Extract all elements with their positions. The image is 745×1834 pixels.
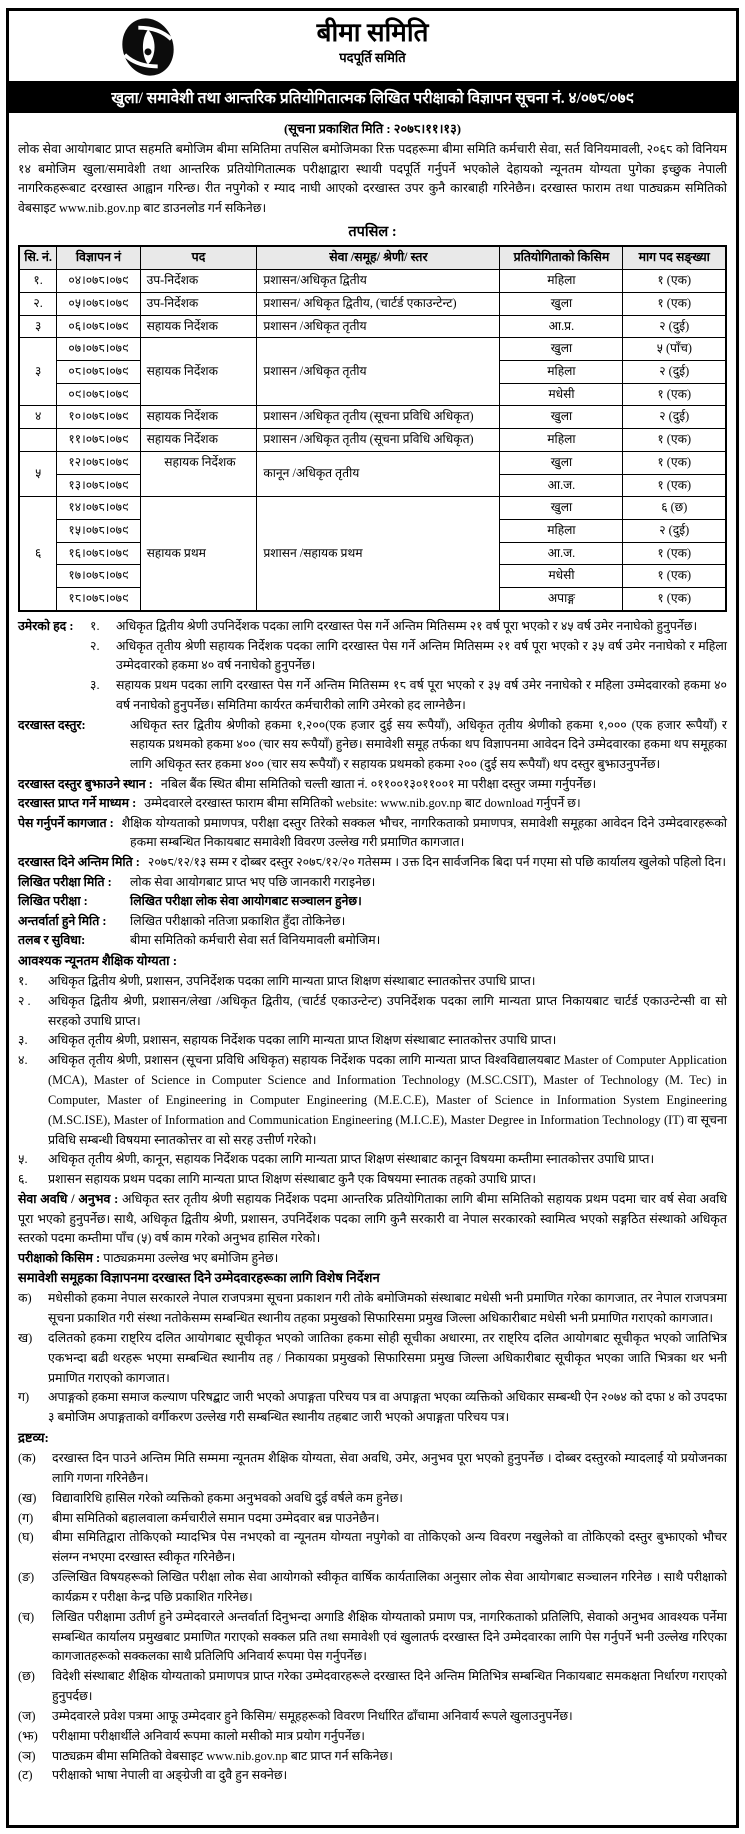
inclusive-item bbox=[18, 1329, 727, 1389]
cell-service: प्रशासन/अधिकृत द्वितीय bbox=[257, 270, 500, 293]
cell-type: मधेसी bbox=[500, 383, 623, 406]
service-experience-text: अधिकृत स्तर तृतीय श्रेणी सहायक निर्देशक पदमा आन्तरिक प्रतियोगिताका लागि बीमा समितिको सहायक प्रथम पदमा चार वर्ष सेवा अवधि पूरा भएको हुनुपर्नेछ। साथै, अधिकृत द्वितीय श्रेणी, प्रशासन, उपनिर्देशक पदका लागि कुनै सरकारी वा नेपाल सरकारको स्वामित्व भएको सङ्गठित संस्थाको अधिकृत स्तरको पदमा कम्तीमा पाँच (५) वर्ष काम गरेको अनुभव हासिल गरेको। bbox=[18, 1192, 727, 1246]
vacancy-table bbox=[18, 245, 727, 611]
notes-list bbox=[18, 1449, 727, 1786]
age-item-number: १. bbox=[90, 618, 100, 633]
table-header-row bbox=[19, 246, 726, 269]
fee-place-text: नबिल बैंक स्थित बीमा समितिको चल्ती खाता नं. ०११००१३०११००१ मा परीक्षा दस्तुर जम्मा गर्नुपर्नेछ। bbox=[160, 776, 597, 791]
cell-count: २ (दुई) bbox=[623, 361, 726, 384]
intro-paragraph: लोक सेवा आयोगबाट प्राप्त सहमति बमोजिम बीमा समितिमा तपसिल बमोजिमका रिक्त पदहरूमा बीमा समिति कर्मचारी सेवा, सर्त विनियमावली, २०६८ को विनियम १४ बमोजिम खुला/समावेशी तथा आन्तरिक प्रतियोगितात्मक परीक्षाद्वारा स्थायी पदपूर्ति गर्नुपर्ने भएकोले देहायको न्यूनतम योग्यता पुगेका इच्छुक नेपाली नागरिकहरूबाट दरखास्त आह्वान गरिन्छ। रीत नपुगेको र म्याद नाघी आएको दरखास्त उपर कुनै कारबाही गरिनेछैन। दरखास्त फाराम तथा पाठ्यक्रम समितिको वेबसाइट www.nib.gov.np बाट डाउनलोड गर्न सकिनेछ। bbox=[18, 142, 727, 215]
qualification-item bbox=[18, 972, 727, 992]
note-item bbox=[18, 1608, 727, 1668]
item-text: परीक्षामा परीक्षार्थीले अनिवार्य रूपमा कालो मसीको मात्र प्रयोग गर्नुपर्नेछ। bbox=[52, 1728, 365, 1743]
age-item bbox=[90, 617, 727, 637]
cell-count: १ (एक) bbox=[623, 429, 726, 452]
item-text: अधिकृत द्वितीय श्रेणी, प्रशासन, उपनिर्देशक पदका लागि मान्यता प्राप्त शिक्षण संस्थाबाट स्नातकोत्तर उपाधि प्राप्त। bbox=[48, 973, 536, 988]
cell-adv: ०६।०७८।०७९ bbox=[57, 315, 140, 338]
item-number: (छ) bbox=[18, 1669, 35, 1684]
age-item bbox=[90, 676, 727, 716]
form-medium-label: दरखास्त प्राप्त गर्ने माध्यम : bbox=[18, 796, 137, 811]
cell-count: १ (एक) bbox=[623, 542, 726, 565]
cell-type: खुला bbox=[500, 406, 623, 429]
item-text: अधिकृत द्वितीय श्रेणी, प्रशासन/लेखा /अधिकृत द्वितीय, (चार्टर्ड एकाउन्टेन्ट) उपनिर्देशक पदका लागि मान्यता प्राप्त निकायबाट चार्टर्ड एकाउन्टेन्सी वा सो सरहको उपाधि प्राप्त। bbox=[48, 993, 727, 1028]
fee-label: दरखास्त दस्तुर: bbox=[18, 717, 86, 732]
cell-sn: ३ bbox=[19, 338, 57, 406]
table-row bbox=[19, 293, 726, 316]
item-number: १. bbox=[18, 973, 28, 988]
inclusive-list bbox=[18, 1289, 727, 1428]
deadline-text: २०७८/१२/१३ सम्म र दोब्बर दस्तुर २०७८/१२/२० गतेसम्म । उक्त दिन सार्वजनिक बिदा पर्न गएमा सो पछि कार्यालय खुलेको पहिलो दिन। bbox=[147, 855, 727, 870]
salary-section bbox=[18, 931, 727, 951]
item-number: ५. bbox=[18, 1152, 28, 1167]
cell-adv: १५।०७८।०७९ bbox=[57, 519, 140, 542]
table-row bbox=[19, 451, 726, 474]
cell-adv: १६।०७८।०७९ bbox=[57, 542, 140, 565]
form-medium-text: उम्मेदवारले दरखास्त फाराम बीमा समितिको website: www.nib.gov.np बाट download गर्नुपर्ने छ। bbox=[144, 796, 581, 811]
cell-count: २ (दुई) bbox=[623, 406, 726, 429]
header-count: माग पद सङ्ख्या bbox=[623, 246, 726, 269]
item-text: उम्मेदवारले प्रवेश पत्रमा आफू उम्मेदवार हुने किसिम/ समूहहरूको विवरण निर्धारित ढाँचामा अनिवार्य रूपले खुलाउनुपर्नेछ। bbox=[52, 1708, 573, 1723]
notes-heading: द्रष्टव्य: bbox=[18, 1430, 49, 1446]
item-number: (ट) bbox=[18, 1768, 33, 1783]
item-number: (घ) bbox=[18, 1530, 34, 1545]
cell-sn: ५ bbox=[19, 451, 57, 496]
note-item bbox=[18, 1766, 727, 1786]
cell-adv: ०९।०७८।०७९ bbox=[57, 383, 140, 406]
item-number: (ङ) bbox=[18, 1570, 35, 1585]
cell-count: १ (एक) bbox=[623, 565, 726, 588]
cell-count: २ (दुई) bbox=[623, 315, 726, 338]
item-text: पाठ्यक्रम बीमा समितिको वेबसाइट www.nib.gov.np बाट प्राप्त गर्न सकिनेछ। bbox=[52, 1748, 393, 1763]
document-header bbox=[9, 11, 736, 83]
fee-text: अधिकृत स्तर द्वितीय श्रेणीको हकमा १,२००(एक हजार दुई सय रूपैयाँ), अधिकृत तृतीय श्रेणीको हकमा १,००० (एक हजार रूपैयाँ) र सहायक प्रथमको हकमा ४०० (चार सय रूपैयाँ) हुनेछ। समावेशी समूह तर्फका थप विज्ञापनमा आवेदन दिने उम्मेदवारका हकमा थप समूहका लागि अधिकृत स्तर हकमा ४०० (चार सय रूपैयाँ) र सहायक प्रथमको हकमा २०० (दुई सय रूपैयाँ) थप दस्तुर बुझाउनुपर्नेछ। bbox=[130, 717, 727, 772]
fee-section bbox=[18, 716, 727, 775]
cell-sn bbox=[19, 429, 57, 452]
document-body bbox=[9, 113, 736, 1792]
qualification-item bbox=[18, 1051, 727, 1150]
cell-post: सहायक निर्देशक bbox=[140, 429, 257, 452]
cell-sn: ३ bbox=[19, 315, 57, 338]
cell-adv: ११।०७८।०७९ bbox=[57, 429, 140, 452]
item-text: परीक्षाको भाषा नेपाली वा अङ्ग्रेजी वा दुवै हुन सक्नेछ। bbox=[52, 1768, 288, 1783]
written-exam-label: लिखित परीक्षा : bbox=[18, 894, 88, 909]
age-limit-section bbox=[18, 617, 727, 716]
table-row bbox=[19, 315, 726, 338]
age-limit-label: उमेरको हद : bbox=[18, 618, 74, 633]
cell-post: सहायक निर्देशक bbox=[140, 451, 257, 496]
item-number: ख) bbox=[18, 1330, 33, 1345]
fee-place-label: दरखास्त दस्तुर बुझाउने स्थान : bbox=[18, 776, 153, 791]
org-name: बीमा समिति bbox=[316, 18, 429, 47]
salary-label: तलब र सुविधा: bbox=[18, 933, 86, 948]
cell-post: सहायक निर्देशक bbox=[140, 406, 257, 429]
cell-adv: ०८।०७८।०७९ bbox=[57, 361, 140, 384]
item-number: ४. bbox=[18, 1053, 28, 1068]
cell-service: प्रशासन/ अधिकृत द्वितीय, (चार्टर्ड एकाउन्टेन्ट) bbox=[257, 293, 500, 316]
cell-post: सहायक निर्देशक bbox=[140, 315, 257, 338]
item-number: ३. bbox=[18, 1033, 28, 1048]
cell-type: महिला bbox=[500, 361, 623, 384]
fee-place-section bbox=[18, 775, 727, 795]
cell-count: १ (एक) bbox=[623, 293, 726, 316]
item-text: अधिकृत तृतीय श्रेणी, प्रशासन (सूचना प्रविधि अधिकृत) सहायक निर्देशक पदका लागि मान्यता प्राप्त विश्वविद्यालयबाट Master of Computer Application (MCA), Master of Science in Computer Science and Information Technology (M.SC.CSIT), Master of Technology (M. Tec) in Computer, Master of Engineering in Computer Engineering (M.E.C.E), Master of Science in Information System Engineering (M.SC.ISE), Master of Information and Communication Engineering (M.I.C.E), Master Degree in Information Technology (IT) वा सूचना प्रविधि सम्बन्धी विषयमा स्नातकोत्तर वा सो सरह उत्तीर्ण गरेको। bbox=[48, 1053, 727, 1147]
cell-count: १ (एक) bbox=[623, 383, 726, 406]
cell-post: सहायक प्रथम bbox=[140, 497, 257, 611]
written-exam-date-text: लोक सेवा आयोगबाट प्राप्त भए पछि जानकारी गराइनेछ। bbox=[130, 874, 376, 889]
age-item-number: ३. bbox=[90, 678, 100, 693]
item-number: ६. bbox=[18, 1172, 28, 1187]
cell-type: खुला bbox=[500, 451, 623, 474]
item-number: (ग) bbox=[18, 1510, 34, 1525]
header-post: पद bbox=[140, 246, 257, 269]
table-row bbox=[19, 406, 726, 429]
age-item-text: सहायक प्रथम पदका लागि दरखास्त पेस गर्ने अन्तिम मितिसम्म १८ वर्ष पूरा भएको र ३५ वर्ष उमेर ननाघेको र महिला उम्मेदवारको हकमा ४० वर्ष ननाघेको हुनुपर्नेछ। समितिमा कार्यरत कर्मचारीको लागि उमेरको हद लाग्नेछैन। bbox=[116, 678, 727, 713]
cell-service: प्रशासन /अधिकृत तृतीय (सूचना प्रविधि अधिकृत) bbox=[257, 406, 500, 429]
written-exam-date-label: लिखित परीक्षा मिति : bbox=[18, 874, 112, 889]
cell-sn: १. bbox=[19, 270, 57, 293]
interview-date-text: लिखित परीक्षाको नतिजा प्रकाशित हुँदा तोकिनेछ। bbox=[130, 913, 346, 928]
cell-adv: १२।०७८।०७९ bbox=[57, 451, 140, 474]
item-number: क) bbox=[18, 1291, 32, 1306]
beema-samiti-logo-icon bbox=[117, 16, 179, 78]
cell-service: कानून /अधिकृत तृतीय bbox=[257, 451, 500, 496]
cell-sn: ४ bbox=[19, 406, 57, 429]
documents-label: पेस गर्नुपर्ने कागजात : bbox=[18, 815, 114, 830]
cell-type: मधेसी bbox=[500, 565, 623, 588]
cell-adv: १४।०७८।०७९ bbox=[57, 497, 140, 520]
note-item bbox=[18, 1509, 727, 1529]
item-number: २ . bbox=[18, 993, 31, 1008]
deadline-section bbox=[18, 853, 727, 873]
header-adv-no: विज्ञापन नं bbox=[57, 246, 140, 269]
note-item bbox=[18, 1747, 727, 1767]
exam-type-text: पाठ्यक्रममा उल्लेख भए बमोजिम हुनेछ। bbox=[100, 1250, 279, 1265]
notice-banner-title: खुला/ समावेशी तथा आन्तरिक प्रतियोगितात्मक लिखित परीक्षाको विज्ञापन सूचना नं. ४/०७८/०७९ bbox=[9, 83, 736, 113]
cell-adv: १८।०७८।०७९ bbox=[57, 587, 140, 610]
item-number: (ख) bbox=[18, 1490, 37, 1505]
note-item bbox=[18, 1667, 727, 1707]
cell-type: खुला bbox=[500, 293, 623, 316]
table-row bbox=[19, 338, 726, 361]
item-text: मधेसीको हकमा नेपाल सरकारले नेपाल राजपत्रमा सूचना प्रकाशन गरी तोके बमोजिमको संस्थाबाट मधेसी भनी प्रमाणित गरेका कागजात, तर नेपाल राजपत्रमा सूचना प्रकाशित गरी संस्था नतोकेसम्म सम्बन्धित स्थानीय तहका प्रमुखको सिफारिसमा प्रमुख जिल्ला अधिकारीबाट मधेसी भनी प्रमाणित गराएको कागजात। bbox=[48, 1291, 727, 1326]
note-item bbox=[18, 1489, 727, 1509]
published-date: (सूचना प्रकाशित मिति : २०७८।११।१३) bbox=[283, 122, 462, 136]
written-exam-section bbox=[18, 892, 727, 912]
service-experience-section bbox=[18, 1190, 727, 1249]
item-number: (क) bbox=[18, 1450, 36, 1465]
cell-count: ५ (पाँच) bbox=[623, 338, 726, 361]
written-exam-date-section bbox=[18, 873, 727, 893]
qualification-item bbox=[18, 992, 727, 1032]
age-item-number: २. bbox=[90, 638, 100, 653]
note-item bbox=[18, 1449, 727, 1489]
item-text: अपाङ्गको हकमा समाज कल्याण परिषद्बाट जारी भएको अपाङ्गता परिचय पत्र वा अपाङ्गता भएका व्यक्तिको अधिकार सम्बन्धी ऐन २०७४ को दफा ४ को उपदफा ३ बमोजिम अपाङ्गताको वर्गीकरण उल्लेख गरी सम्बन्धित स्थानीय तहबाट जारी भएको अपाङ्गता परिचय पत्र। bbox=[48, 1390, 727, 1425]
note-item bbox=[18, 1727, 727, 1747]
note-item bbox=[18, 1528, 727, 1568]
cell-type: आ.ज. bbox=[500, 474, 623, 497]
interview-date-section bbox=[18, 912, 727, 932]
cell-post: सहायक निर्देशक bbox=[140, 338, 257, 406]
cell-sn: ६ bbox=[19, 497, 57, 611]
table-row bbox=[19, 429, 726, 452]
inclusive-item bbox=[18, 1388, 727, 1428]
cell-adv: ०४।०७८।०७९ bbox=[57, 270, 140, 293]
age-item-text: अधिकृत तृतीय श्रेणी सहायक निर्देशक पदका लागि दरखास्त पेस गर्ने अन्तिम मितिसम्म २१ वर्ष पूरा भएको र ३५ वर्ष उमेर ननाघेको र महिला उम्मेदवारको हकमा ४० वर्ष ननाघेको हुनुपर्नेछ। bbox=[116, 638, 727, 673]
salary-text: बीमा समितिको कर्मचारी सेवा सर्त विनियमावली बमोजिम। bbox=[130, 933, 381, 948]
cell-type: खुला bbox=[500, 338, 623, 361]
item-text: उल्लिखित विषयहरूको लिखित परीक्षा लोक सेवा आयोगको स्वीकृत वार्षिक कार्यतालिका अनुसार लोक सेवा आयोगबाट सञ्चालन गरिनेछ । साथै परीक्षाको कार्यक्रम र परीक्षा केन्द्र पछि प्रकाशित गरिनेछ। bbox=[52, 1570, 727, 1604]
item-number: (च) bbox=[18, 1609, 35, 1624]
table-row bbox=[19, 270, 726, 293]
cell-count: १ (एक) bbox=[623, 451, 726, 474]
documents-text: शैक्षिक योग्यताको प्रमाणपत्र, परीक्षा दस्तुर तिरेको सक्कल भौचर, नागरिकताको प्रमाणपत्र, समावेशी समूहका आवेदन दिने उम्मेदवारहरूको हकमा सम्बन्धित निकायबाट समावेशी विवरण उल्लेख गरी प्रमाणित कागजात। bbox=[121, 815, 727, 850]
cell-adv: ०७।०७८।०७९ bbox=[57, 338, 140, 361]
cell-service: प्रशासन /अधिकृत तृतीय (सूचना प्रविधि अधिकृत) bbox=[257, 429, 500, 452]
qualification-item bbox=[18, 1150, 727, 1170]
document-frame bbox=[6, 8, 739, 1828]
cell-type: अपाङ्ग bbox=[500, 587, 623, 610]
note-item bbox=[18, 1707, 727, 1727]
qualification-item bbox=[18, 1170, 727, 1190]
service-experience-label: सेवा अवधि / अनुभव : bbox=[18, 1192, 119, 1207]
cell-sn: २. bbox=[19, 293, 57, 316]
cell-count: १ (एक) bbox=[623, 474, 726, 497]
qualification-list bbox=[18, 972, 727, 1190]
cell-count: १ (एक) bbox=[623, 270, 726, 293]
age-item-text: अधिकृत द्वितीय श्रेणी उपनिर्देशक पदका लागि दरखास्त पेस गर्ने अन्तिम मितिसम्म २१ वर्ष पूरा भएको र ४५ वर्ष उमेर ननाघेको हुनुपर्नेछ। bbox=[116, 618, 698, 633]
cell-adv: १३।०७८।०७९ bbox=[57, 474, 140, 497]
item-text: विदेशी संस्थाबाट शैक्षिक योग्यताको प्रमाणपत्र प्राप्त गरेका उम्मेदवारहरूले दरखास्त दिने अन्तिम मितिभित्र सम्बन्धित निकायबाट समकक्षता निर्धारण गराएको हुनुपर्दछ। bbox=[52, 1669, 727, 1704]
cell-adv: १०।०७८।०७९ bbox=[57, 406, 140, 429]
cell-type: महिला bbox=[500, 429, 623, 452]
interview-date-label: अन्तर्वार्ता हुने मिति : bbox=[18, 913, 107, 928]
item-text: बीमा समितिद्वारा तोकिएको म्यादभित्र पेस नभएको वा न्यूनतम योग्यता नपुगेको वा तोकिएको अन्य विवरण नखुलेको वा तोकिएको दस्तुर बुझाएको भौचर संलग्न नभएमा दरखास्त स्वीकृत गरिनेछैन। bbox=[52, 1530, 727, 1565]
inclusive-item bbox=[18, 1289, 727, 1329]
cell-type: महिला bbox=[500, 270, 623, 293]
note-item bbox=[18, 1568, 727, 1608]
header-service: सेवा /समूह/ श्रेणी/ स्तर bbox=[257, 246, 500, 269]
cell-count: ६ (छ) bbox=[623, 497, 726, 520]
item-text: अधिकृत तृतीय श्रेणी, प्रशासन, सहायक निर्देशक पदका लागि मान्यता प्राप्त शिक्षण संस्थाबाट स्नातकोत्तर उपाधि प्राप्त। bbox=[48, 1033, 557, 1048]
cell-type: आ.प्र. bbox=[500, 315, 623, 338]
age-item bbox=[90, 637, 727, 677]
cell-adv: ०५।०७८।०७९ bbox=[57, 293, 140, 316]
inclusive-heading: समावेशी समूहका विज्ञापनमा दरखास्त दिने उम्मेदवारहरूका लागि विशेष निर्देशन bbox=[18, 1270, 380, 1286]
documents-section bbox=[18, 814, 727, 853]
qualification-item bbox=[18, 1031, 727, 1051]
header-sn: सि. नं. bbox=[19, 246, 57, 269]
item-number: (ञ) bbox=[18, 1748, 36, 1763]
cell-service: प्रशासन /सहायक प्रथम bbox=[257, 497, 500, 611]
item-text: दरखास्त दिन पाउने अन्तिम मिति सम्ममा न्यूनतम शैक्षिक योग्यता, सेवा अवधि, उमेर, अनुभव पूरा भएको हुनुपर्नेछ । दोब्बर दस्तुरको म्यादलाई यो प्रयोजनका लागि गणना गरिनेछैन। bbox=[52, 1450, 727, 1485]
cell-type: खुला bbox=[500, 497, 623, 520]
item-text: अधिकृत तृतीय श्रेणी, कानून, सहायक निर्देशक पदका लागि मान्यता प्राप्त शिक्षण संस्थाबाट कानून विषयमा कम्तीमा स्नातकोत्तर उपाधि प्राप्त। bbox=[48, 1152, 655, 1167]
cell-adv: १७।०७८।०७९ bbox=[57, 565, 140, 588]
qualification-heading: आवश्यक न्यूनतम शैक्षिक योग्यता : bbox=[18, 953, 178, 969]
item-text: लिखित परीक्षामा उतीर्ण हुने उम्मेदवारले अन्तर्वार्ता दिनुभन्दा अगाडि शैक्षिक योग्यताको प्रमाण पत्र, नागरिकताको प्रतिलिपि, सेवाको अनुभव आवश्यक पर्नेमा सम्बन्धित कार्यालय प्रमुखबाट प्रमाणित गराएको सक्कल प्रति तथा समावेशी एवं खुलातर्फ दरखास्त दिने उम्मेदवारका लागि पेस गर्नुपर्ने भनी उल्लेख गरिएका कागजातहरूको सक्कलका साथै प्रतिलिपि अनिवार्य रूपमा पेस गर्नुपर्नेछ। bbox=[52, 1609, 727, 1664]
form-medium-section bbox=[18, 794, 727, 814]
exam-type-label: परीक्षाको किसिम : bbox=[18, 1250, 101, 1265]
cell-count: २ (दुई) bbox=[623, 519, 726, 542]
cell-post: उप-निर्देशक bbox=[140, 293, 257, 316]
cell-service: प्रशासन /अधिकृत तृतीय bbox=[257, 338, 500, 406]
item-number: (झ) bbox=[18, 1728, 38, 1743]
exam-type-section bbox=[18, 1249, 727, 1269]
item-text: दलितको हकमा राष्ट्रिय दलित आयोगबाट सूचीकृत भएको जातिका हकमा सोही सूचीका अधारमा, तर राष्ट्रिय दलित आयोगबाट सूचीकृत भएको जातिभित्र एकभन्दा बढी थरहरू भएमा सम्बन्धित स्थानीय तह / निकायका प्रमुखको सिफारिसमा प्रमुख जिल्ला अधिकारीबाट सूचीकृत भएका जाति भित्रका थर भनी प्रमाणित गराएको कागजात। bbox=[48, 1330, 727, 1385]
cell-count: १ (एक) bbox=[623, 587, 726, 610]
table-section-title: तपसिल : bbox=[348, 224, 397, 241]
item-number: ग) bbox=[18, 1390, 30, 1405]
item-text: बीमा समितिको बहालवाला कर्मचारीले समान पदमा उम्मेदवार बन्न पाउनेछैन। bbox=[52, 1510, 380, 1525]
table-row bbox=[19, 497, 726, 520]
item-number: (ज) bbox=[18, 1708, 36, 1723]
sub-org-name: पदपूर्ति समिति bbox=[339, 50, 406, 66]
written-exam-text: लिखित परीक्षा लोक सेवा आयोगबाट सञ्चालन हुनेछ। bbox=[130, 894, 362, 909]
cell-service: प्रशासन /अधिकृत तृतीय bbox=[257, 315, 500, 338]
cell-type: महिला bbox=[500, 519, 623, 542]
deadline-label: दरखास्त दिने अन्तिम मिति : bbox=[18, 855, 140, 870]
header-type: प्रतियोगिताको किसिम bbox=[500, 246, 623, 269]
cell-type: आ.ज. bbox=[500, 542, 623, 565]
item-text: विद्यावारिधि हासिल गरेको व्यक्तिको हकमा अनुभवको अवधि दुई वर्षले कम हुनेछ। bbox=[52, 1490, 403, 1505]
cell-post: उप-निर्देशक bbox=[140, 270, 257, 293]
item-text: प्रशासन सहायक प्रथम पदका लागि मान्यता प्राप्त शिक्षण संस्थाबाट कुनै एक विषयमा स्नातक तहको उपाधि प्राप्त। bbox=[48, 1172, 537, 1187]
